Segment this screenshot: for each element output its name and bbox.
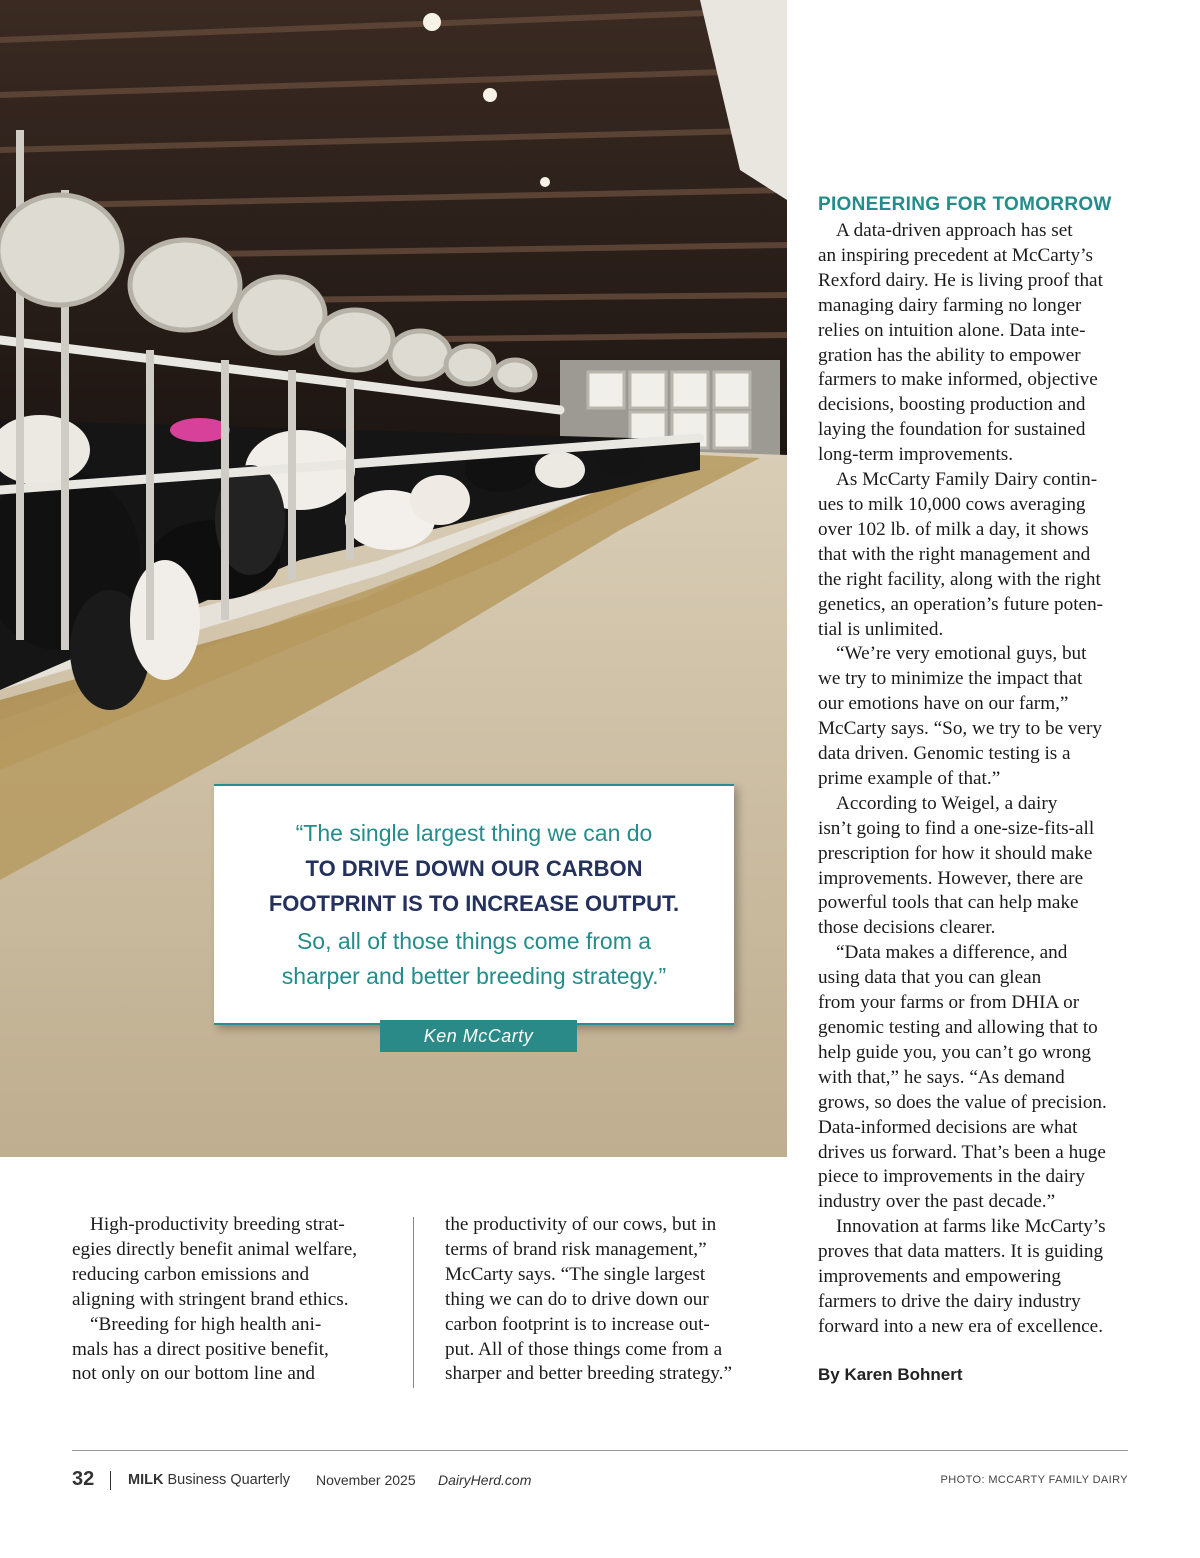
text-line: gration has the ability to empower: [818, 344, 1081, 366]
section-heading: PIONEERING FOR TOMORROW: [818, 194, 1112, 215]
magazine-name: [128, 1472, 290, 1488]
website-link[interactable]: DairyHerd.com: [438, 1472, 532, 1488]
text-line: forward into a new era of excellence.: [818, 1315, 1103, 1337]
text-line: genetics, an operation’s future poten-: [818, 593, 1104, 615]
text-line: High-productivity breeding strat-: [90, 1214, 345, 1235]
text-line: the productivity of our cows, but in: [445, 1214, 717, 1235]
text-line: the right facility, along with the right: [818, 568, 1101, 590]
text-line: mals has a direct positive benefit,: [72, 1338, 329, 1360]
text-line: we try to minimize the impact that: [818, 668, 1083, 690]
article-column-middle: [445, 1213, 765, 1387]
text-line: that with the right management and: [818, 543, 1091, 565]
text-line: piece to improvements in the dairy: [818, 1166, 1085, 1188]
text-line: prescription for how it should make: [818, 842, 1093, 864]
text-line: aligning with stringent brand ethics.: [72, 1288, 349, 1310]
text-line: As McCarty Family Dairy contin-: [836, 469, 1098, 491]
text-line: not only on our bottom line and: [72, 1363, 316, 1385]
text-line: Data-informed decisions are what: [818, 1116, 1078, 1138]
article-column-left: [72, 1213, 402, 1387]
pull-quote-line: So, all of those things come from a: [296, 928, 652, 954]
text-line: McCarty says. “So, we try to be very: [818, 718, 1103, 740]
text-line: sharper and better breeding strategy.”: [445, 1363, 732, 1385]
text-line: McCarty says. “The single largest: [445, 1263, 706, 1285]
text-line: from your farms or from DHIA or: [818, 992, 1080, 1014]
text-line: an inspiring precedent at McCarty’s: [818, 244, 1093, 266]
column-divider: [413, 1217, 414, 1388]
text-line: with that,” he says. “As demand: [818, 1066, 1065, 1088]
text-line: isn’t going to find a one-size-fits-all: [818, 817, 1095, 839]
page-footer: [72, 1468, 1128, 1494]
text-line: “Data makes a difference, and: [836, 942, 1068, 964]
text-line: data driven. Genomic testing is a: [818, 743, 1071, 765]
text-line: ues to milk 10,000 cows averaging: [818, 493, 1086, 515]
photo-credit: PHOTO: MCCARTY FAMILY DAIRY: [940, 1474, 1128, 1486]
text-line: grows, so does the value of precision.: [818, 1091, 1107, 1113]
byline: By Karen Bohnert: [818, 1364, 963, 1384]
footer-rule: [72, 1450, 1128, 1451]
text-line: drives us forward. That’s been a huge: [818, 1141, 1106, 1163]
text-line: According to Weigel, a dairy: [836, 792, 1058, 814]
text-line: laying the foundation for sustained: [818, 419, 1086, 441]
pull-quote-attribution: Ken McCarty: [380, 1020, 577, 1052]
text-line: farmers to drive the dairy industry: [818, 1290, 1081, 1312]
text-line: industry over the past decade.”: [818, 1191, 1056, 1213]
magazine-name-bold: MILK: [128, 1472, 164, 1488]
pull-quote-line: sharper and better breeding strategy.”: [281, 963, 667, 989]
text-line: genomic testing and allowing that to: [818, 1017, 1098, 1038]
magazine-name-rest: Business Quarterly: [167, 1472, 290, 1488]
text-line: help guide you, you can’t go wrong: [818, 1041, 1092, 1063]
text-line: relies on intuition alone. Data inte-: [818, 319, 1086, 341]
text-line: tial is unlimited.: [818, 618, 944, 640]
text-line: prime example of that.”: [818, 767, 1001, 789]
text-line: proves that data matters. It is guiding: [818, 1241, 1104, 1263]
text-line: those decisions clearer.: [818, 917, 996, 939]
text-line: Innovation at farms like McCarty’s: [836, 1216, 1106, 1238]
pull-quote-line: “The single largest thing we can do: [295, 820, 653, 846]
text-line: using data that you can glean: [818, 967, 1042, 989]
article-column-right: [818, 219, 1138, 1340]
issue-date: November 2025: [316, 1472, 416, 1488]
text-line: “Breeding for high health ani-: [90, 1313, 322, 1335]
pull-quote-line: TO DRIVE DOWN OUR CARBON: [305, 856, 643, 881]
text-line: Rexford dairy. He is living proof that: [818, 269, 1103, 291]
text-line: improvements. However, there are: [818, 867, 1084, 889]
text-line: thing we can do to drive down our: [445, 1288, 709, 1310]
pull-quote-line: FOOTPRINT IS TO INCREASE OUTPUT.: [268, 891, 680, 916]
text-line: managing dairy farming no longer: [818, 294, 1082, 316]
text-line: farmers to make informed, objective: [818, 369, 1098, 391]
text-line: our emotions have on our farm,”: [818, 693, 1069, 715]
text-line: egies directly benefit animal welfare,: [72, 1238, 358, 1260]
pull-quote-box: [214, 784, 734, 1025]
text-line: put. All of those things come from a: [445, 1338, 723, 1360]
text-line: over 102 lb. of milk a day, it shows: [818, 518, 1089, 540]
text-line: terms of brand risk management,”: [445, 1238, 707, 1260]
text-line: long-term improvements.: [818, 444, 1014, 466]
footer-separator: [110, 1471, 111, 1490]
text-line: carbon footprint is to increase out-: [445, 1313, 710, 1335]
text-line: decisions, boosting production and: [818, 394, 1086, 416]
text-line: A data-driven approach has set: [836, 220, 1073, 241]
text-line: powerful tools that can help make: [818, 892, 1079, 914]
text-line: “We’re very emotional guys, but: [836, 643, 1087, 665]
text-line: reducing carbon emissions and: [72, 1263, 310, 1285]
text-line: improvements and empowering: [818, 1266, 1061, 1288]
page-number: 32: [72, 1468, 95, 1490]
